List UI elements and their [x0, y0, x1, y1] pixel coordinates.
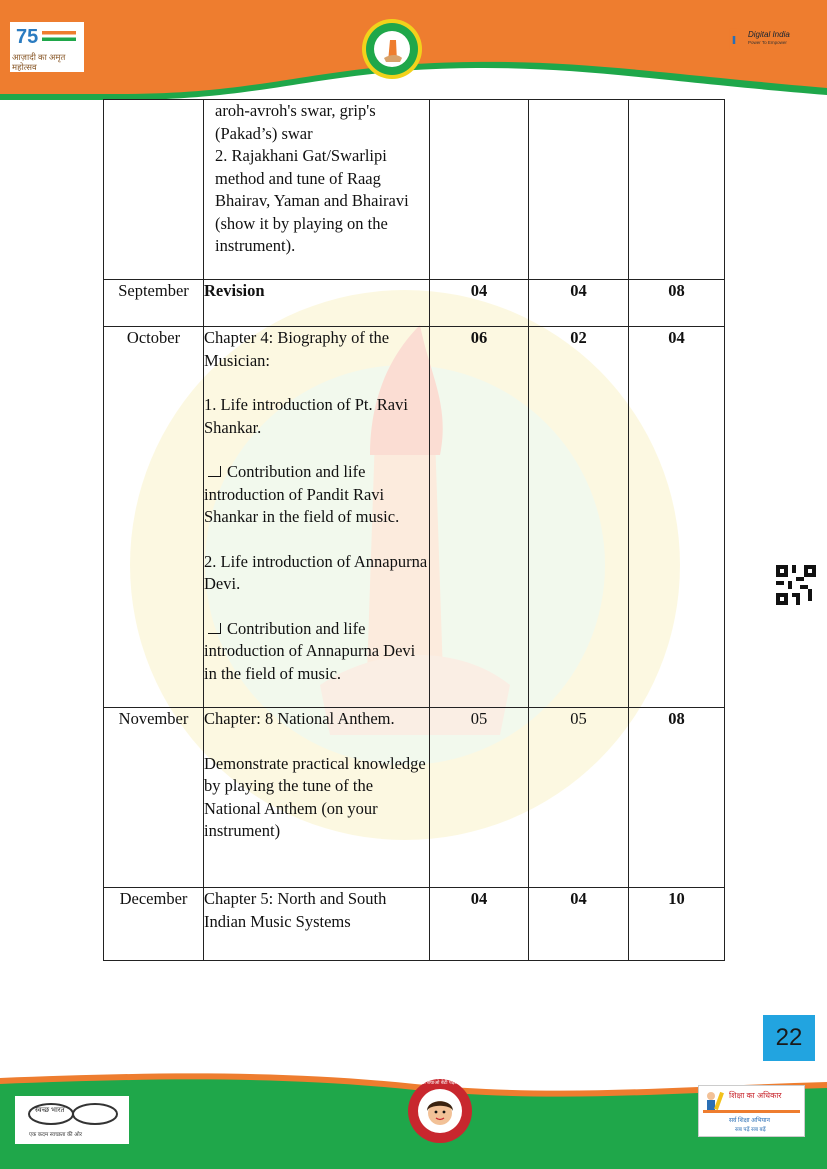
- monthly-syllabus-table: [103, 99, 725, 961]
- count-cell: 05: [529, 708, 629, 888]
- logo-caption: आज़ादी का अमृत महोत्सव: [12, 52, 66, 72]
- shiksha-title: शिक्षा का अधिकार: [729, 1091, 782, 1100]
- digital-india-logo: [728, 24, 798, 54]
- swachh-bharat-title: स्वच्छ भारत: [35, 1107, 65, 1114]
- digital-india-icon: [728, 28, 746, 50]
- shiksha-ka-adhikar-logo: [698, 1085, 805, 1137]
- count-cell: [430, 100, 529, 280]
- shiksha-sub: सब पढ़ें सब बढ़ें: [735, 1127, 766, 1133]
- count-cell: [529, 100, 629, 280]
- qr-code-icon: [776, 565, 816, 605]
- beti-bachao-logo: [407, 1078, 473, 1144]
- month-cell: October: [104, 327, 204, 708]
- bullet-icon: [208, 466, 221, 477]
- count-cell: 10: [629, 888, 725, 961]
- page-number: 22: [763, 1015, 815, 1061]
- count-cell: 04: [529, 280, 629, 327]
- table-row: [104, 327, 725, 708]
- swachh-bharat-tagline: एक कदम स्वच्छता की ओर: [29, 1132, 82, 1138]
- content-cell: Chapter 5: North and South Indian Music Systems: [204, 888, 430, 961]
- content-item: 1. Life introduction of Pt. Ravi Shankar.: [204, 395, 408, 437]
- table-row: [104, 708, 725, 888]
- month-cell: September: [104, 280, 204, 327]
- content-line: 2. Rajakhani Gat/Swarlipi method and tune of Raag Bhairav, Yaman and Bhairavi (show it by playing on the instrument).: [215, 146, 409, 255]
- count-cell: 08: [629, 708, 725, 888]
- month-cell: [104, 100, 204, 280]
- content-item: Demonstrate practical knowledge by playing the tune of the National Anthem (on your instrument): [204, 753, 426, 840]
- shiksha-tagline: सर्व शिक्षा अभियान: [729, 1118, 770, 1124]
- swachh-bharat-logo: [15, 1096, 129, 1144]
- table-row: [104, 280, 725, 327]
- digital-india-title: Digital India: [748, 30, 790, 39]
- count-cell: 04: [529, 888, 629, 961]
- logo-numeral: 75: [16, 26, 39, 48]
- count-cell: 02: [529, 327, 629, 708]
- month-cell: December: [104, 888, 204, 961]
- content-cell: [204, 327, 430, 708]
- count-cell: 08: [629, 280, 725, 327]
- count-cell: 04: [430, 888, 529, 961]
- month-cell: November: [104, 708, 204, 888]
- board-seal-icon: [360, 18, 424, 80]
- content-cell: [204, 100, 430, 280]
- content-cell: Revision: [204, 280, 430, 327]
- bullet-icon: [208, 623, 221, 634]
- content-item: Contribution and life introduction of Pandit Ravi Shankar in the field of music.: [204, 462, 400, 526]
- count-cell: [629, 100, 725, 280]
- azadi-ka-amrit-mahotsav-logo: [10, 22, 84, 72]
- chapter-title: Chapter: 8 National Anthem.: [204, 709, 395, 728]
- content-line: aroh-avroh's swar, grip's (Pakad’s) swar: [215, 101, 376, 143]
- content-item: Contribution and life introduction of Annapurna Devi in the field of music.: [204, 618, 416, 683]
- content-item: 2. Life introduction of Annapurna Devi.: [204, 551, 428, 593]
- count-cell: 06: [430, 327, 529, 708]
- children-pencil-icon: [703, 1090, 727, 1112]
- table-row: [104, 100, 725, 280]
- table-row: [104, 888, 725, 961]
- beti-bachao-text: बेटी बचाओ बेटी पढ़ाओ: [418, 1080, 461, 1086]
- chapter-title: Chapter 4: Biography of the Musician:: [204, 328, 390, 370]
- girl-face-icon: [407, 1078, 473, 1144]
- count-cell: 05: [430, 708, 529, 888]
- digital-india-tagline: Power To Empower: [748, 40, 787, 45]
- count-cell: 04: [629, 327, 725, 708]
- count-cell: 04: [430, 280, 529, 327]
- content-cell: [204, 708, 430, 888]
